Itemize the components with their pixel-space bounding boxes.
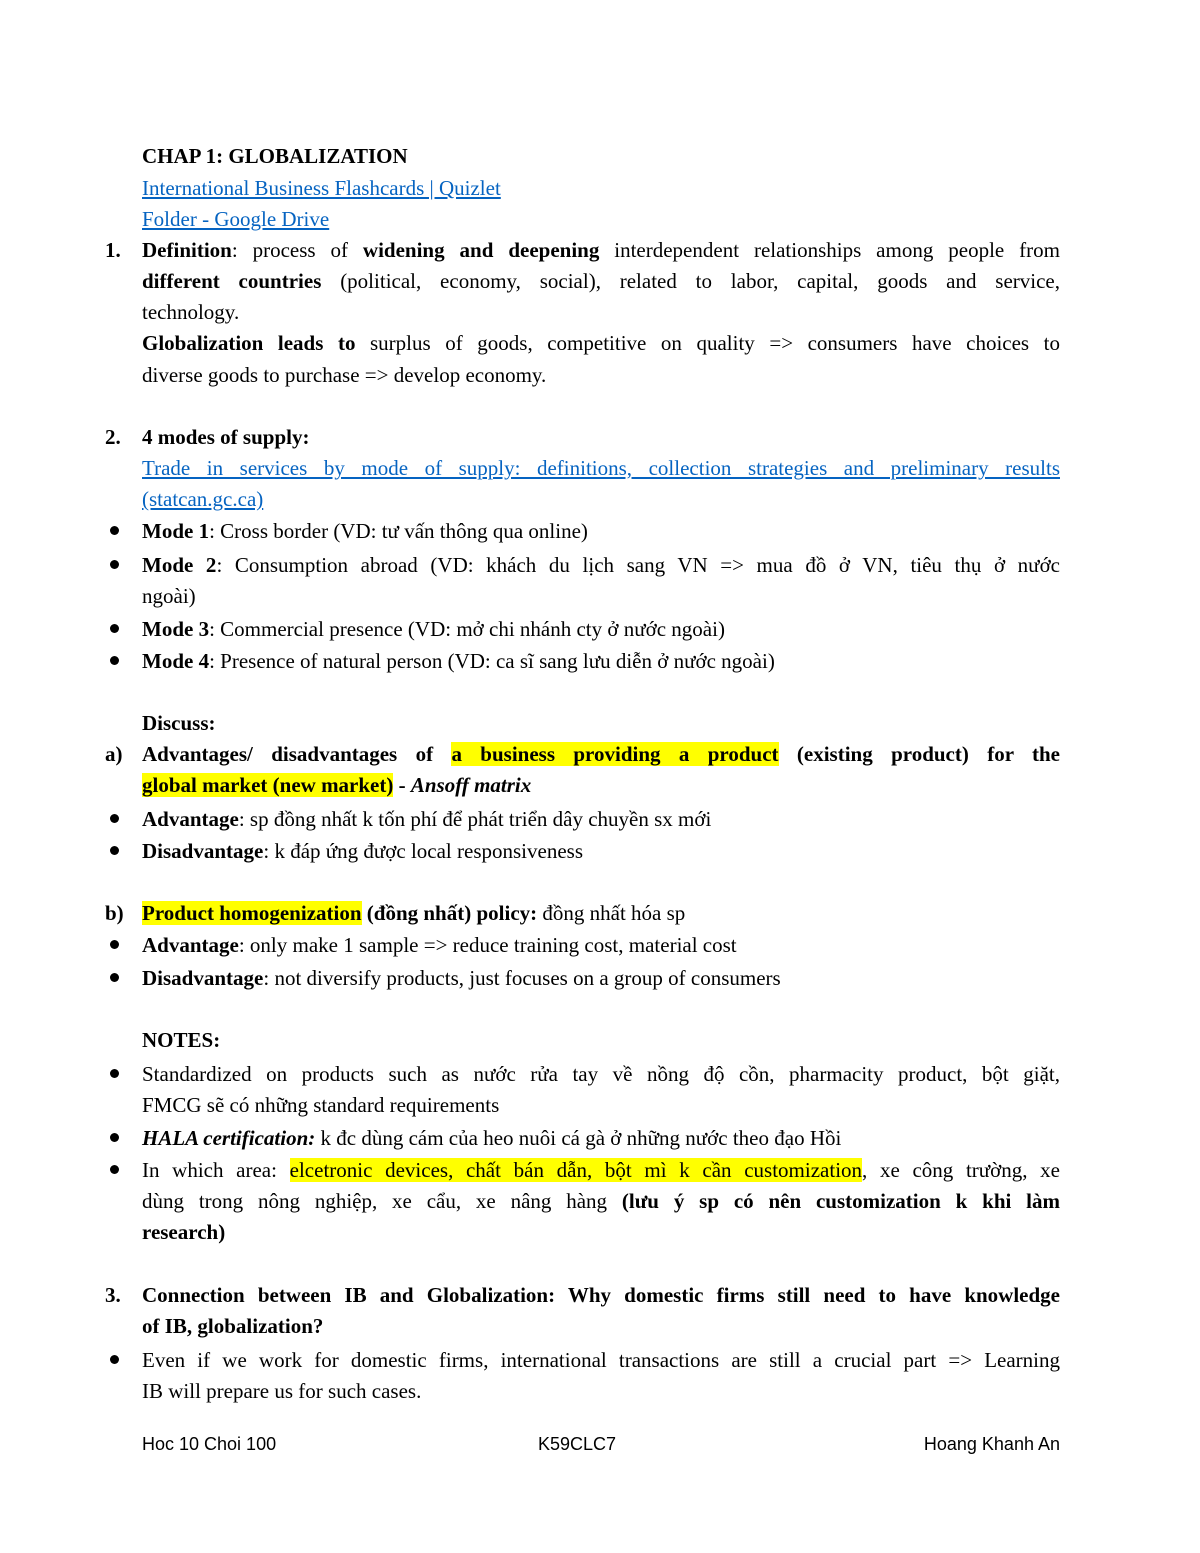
bullet-icon [110, 940, 119, 949]
discuss-b-line: Product homogenization (đồng nhất) policy: đồng nhất hóa sp [142, 901, 686, 925]
footer-right: Hoang Khanh An [923, 1434, 1060, 1454]
list-item-cont: FMCG sẽ có những standard requirements [142, 1093, 500, 1117]
item-marker: b) [105, 901, 124, 925]
globalization-leads-line-1: Globalization leads to surplus of goods, competitive on quality => consumers have choices to [142, 331, 1060, 355]
google-drive-link[interactable]: Folder - Google Drive [142, 207, 330, 231]
section-number: 3. [105, 1283, 121, 1307]
statcan-link-cont[interactable]: (statcan.gc.ca) [142, 487, 264, 511]
bullet-icon [110, 560, 119, 569]
statcan-link[interactable]: Trade in services by mode of supply: definitions, collection strategies and preliminary results [142, 456, 1060, 480]
definition-line-3: technology. [142, 300, 240, 324]
list-item: In which area: elcetronic devices, chất bán dẫn, bột mì k cần customization, xe công trường, xe [142, 1158, 1061, 1182]
definition-line-2: different countries (political, economy, social), related to labor, capital, goods and service, [142, 269, 1060, 293]
list-item: Disadvantage: k đáp ứng được local responsiveness [142, 839, 583, 863]
bullet-icon [110, 973, 119, 982]
list-item: Mode 2: Consumption abroad (VD: khách du lịch sang VN => mua đồ ở VN, tiêu thụ ở nước [142, 553, 1060, 577]
bullet-icon [110, 656, 119, 665]
list-item: Disadvantage: not diversify products, just focuses on a group of consumers [142, 966, 781, 990]
section-heading: 4 modes of supply: [142, 425, 310, 449]
footer-left: Hoc 10 Choi 100 [142, 1434, 277, 1454]
bullet-icon [110, 1069, 119, 1078]
list-item-cont: research) [142, 1220, 226, 1244]
bullet-icon [110, 1355, 119, 1364]
list-item: Even if we work for domestic firms, international transactions are still a crucial part => Learning [142, 1348, 1060, 1372]
list-item: Advantage: sp đồng nhất k tốn phí để phát triển dây chuyền sx mới [142, 807, 712, 831]
list-item-cont: dùng trong nông nghiệp, xe cẩu, xe nâng hàng (lưu ý sp có nên customization k khi làm [142, 1189, 1060, 1213]
list-item-cont: ngoài) [142, 584, 196, 608]
bullet-icon [110, 526, 119, 535]
bullet-icon [110, 1133, 119, 1142]
section-heading: Connection between IB and Globalization: Why domestic firms still need to have knowledge [142, 1283, 1060, 1307]
list-item: Mode 1: Cross border (VD: tư vấn thông qua online) [142, 519, 588, 543]
definition-line-1: Definition: process of widening and deepening interdependent relationships among people from [142, 238, 1060, 262]
bullet-icon [110, 814, 119, 823]
notes-heading: NOTES: [142, 1028, 221, 1052]
discuss-a-line-1: Advantages/ disadvantages of a business providing a product (existing product) for the [142, 742, 1060, 766]
list-item: HALA certification: k đc dùng cám của heo nuôi cá gà ở những nước theo đạo Hồi [142, 1126, 842, 1150]
globalization-leads-line-2: diverse goods to purchase => develop economy. [142, 363, 547, 387]
discuss-heading: Discuss: [142, 711, 216, 735]
section-heading-cont: of IB, globalization? [142, 1314, 324, 1338]
section-number: 2. [105, 425, 121, 449]
bullet-icon [110, 1165, 119, 1174]
list-item: Advantage: only make 1 sample => reduce training cost, material cost [142, 933, 737, 957]
quizlet-link[interactable]: International Business Flashcards | Quizlet [142, 176, 501, 200]
list-item: Mode 4: Presence of natural person (VD: ca sĩ sang lưu diễn ở nước ngoài) [142, 649, 775, 673]
item-marker: a) [105, 742, 123, 766]
discuss-a-line-2: global market (new market) - Ansoff matrix [142, 773, 532, 797]
page-title: CHAP 1: GLOBALIZATION [142, 144, 408, 168]
bullet-icon [110, 846, 119, 855]
footer-center: K59CLC7 [538, 1434, 617, 1454]
list-item-cont: IB will prepare us for such cases. [142, 1379, 422, 1403]
section-number: 1. [105, 238, 121, 262]
bullet-icon [110, 624, 119, 633]
list-item: Standardized on products such as nước rửa tay về nồng độ cồn, pharmacity product, bột giặt, [142, 1062, 1060, 1086]
list-item: Mode 3: Commercial presence (VD: mở chi nhánh cty ở nước ngoài) [142, 617, 725, 641]
